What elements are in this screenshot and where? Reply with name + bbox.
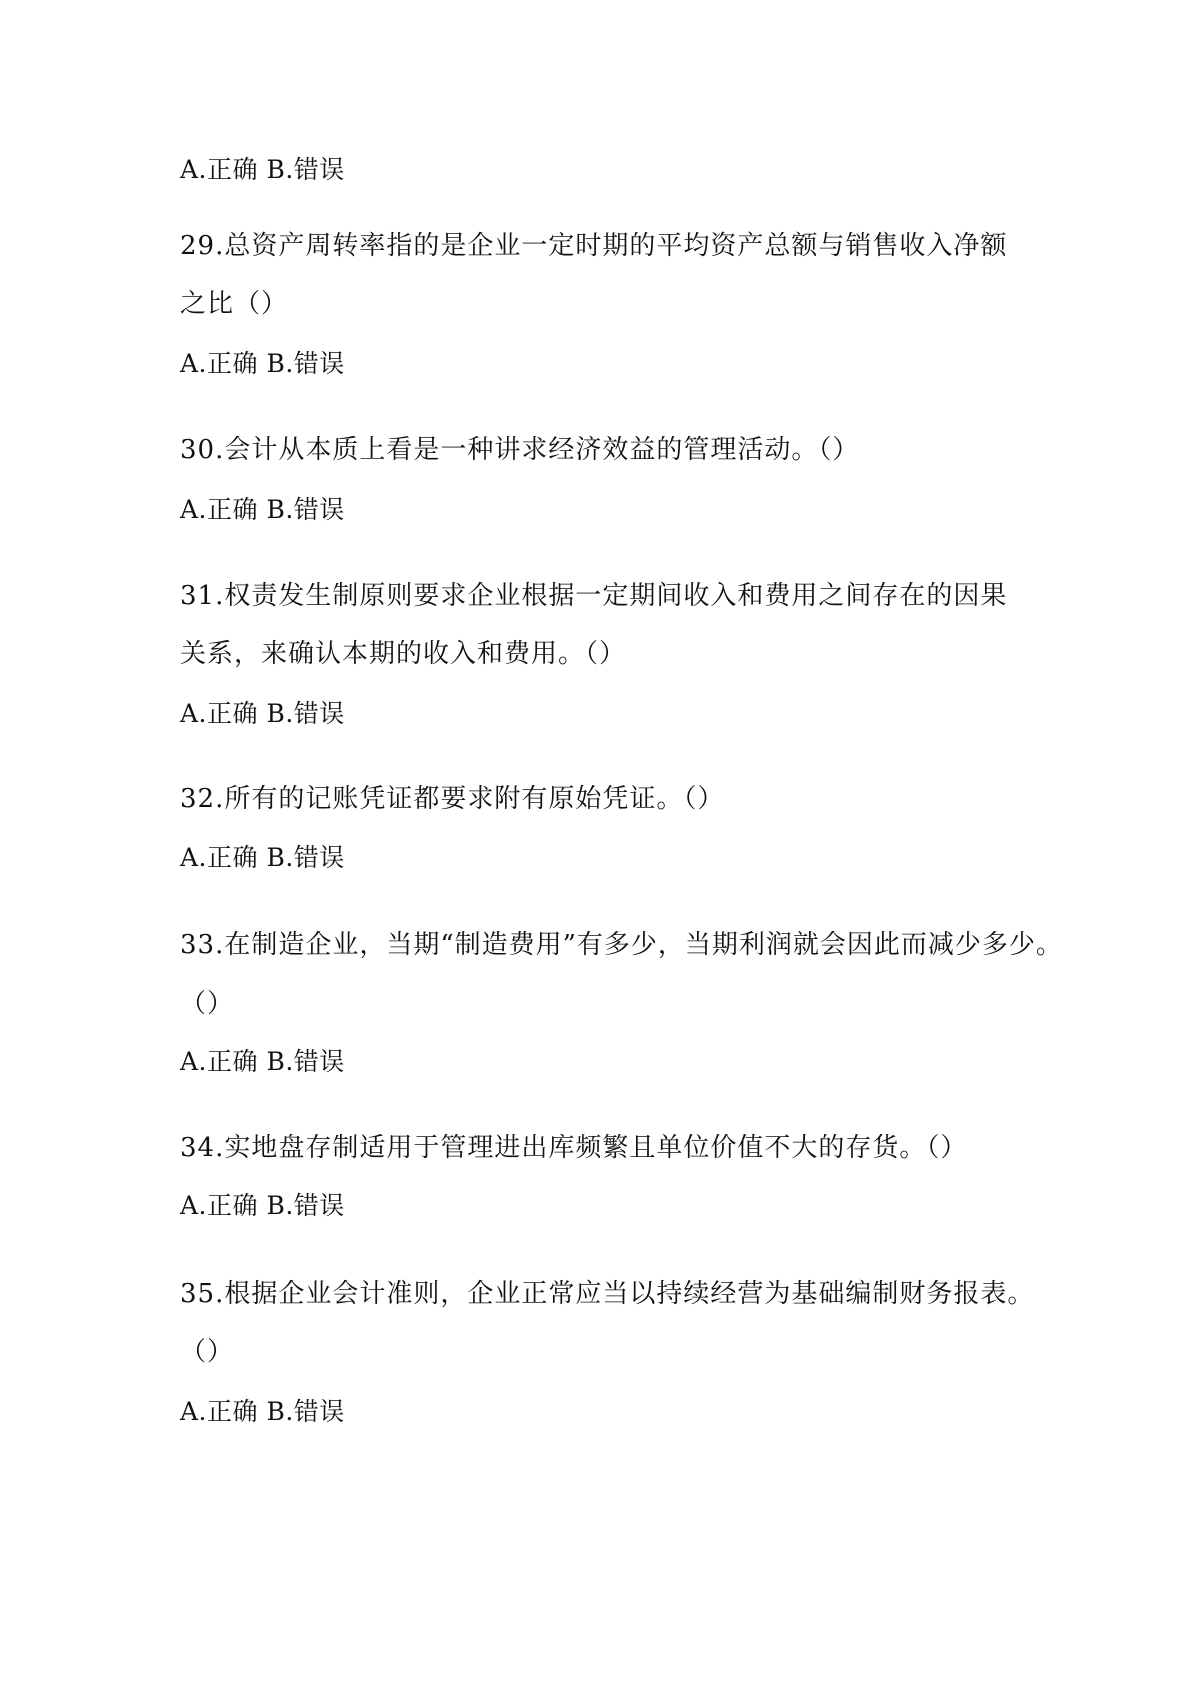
answer-options: A.正确 B.错误 xyxy=(180,155,345,184)
question-32-line-1: 32.所有的记账凭证都要求附有原始凭证。（） xyxy=(180,784,725,814)
question-31-line-1: 31.权责发生制原则要求企业根据一定期间收入和费用之间存在的因果 xyxy=(180,581,1008,611)
question-35-line-1: 35.根据企业会计准则，企业正常应当以持续经营为基础编制财务报表。 xyxy=(180,1279,1035,1309)
question-29-line-2: 之比（） xyxy=(180,289,289,319)
answer-options: A.正确 B.错误 xyxy=(180,1047,345,1076)
answer-options: A.正确 B.错误 xyxy=(180,349,345,378)
question-29-line-1: 29.总资产周转率指的是企业一定时期的平均资产总额与销售收入净额 xyxy=(180,231,1008,261)
question-33-line-2: （） xyxy=(180,989,235,1019)
question-35-line-2: （） xyxy=(180,1337,235,1367)
answer-options: A.正确 B.错误 xyxy=(180,1191,345,1220)
answer-options: A.正确 B.错误 xyxy=(180,699,345,728)
question-33-line-1: 33.在制造企业，当期“制造费用”有多少，当期利润就会因此而减少多少。 xyxy=(180,930,1063,960)
question-34-line-1: 34.实地盘存制适用于管理进出库频繁且单位价值不大的存货。（） xyxy=(180,1133,968,1163)
answer-options: A.正确 B.错误 xyxy=(180,495,345,524)
answer-options: A.正确 B.错误 xyxy=(180,1397,345,1426)
question-30-line-1: 30.会计从本质上看是一种讲求经济效益的管理活动。（） xyxy=(180,435,860,465)
answer-options: A.正确 B.错误 xyxy=(180,843,345,872)
question-31-line-2: 关系，来确认本期的收入和费用。（） xyxy=(180,639,627,669)
